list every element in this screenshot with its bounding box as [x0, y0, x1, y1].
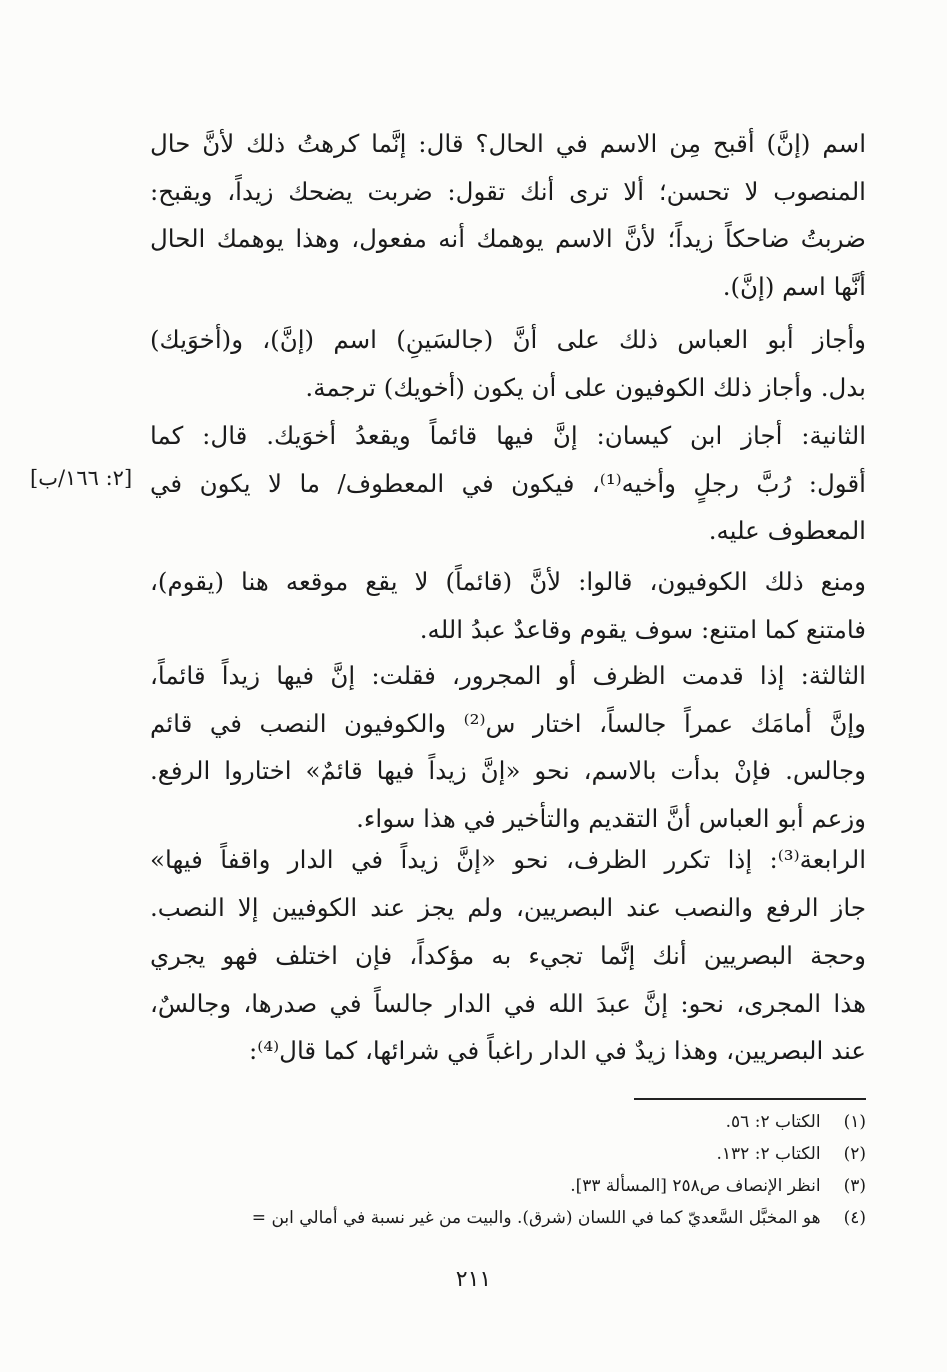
text-line: الرابعة⁽³⁾: إذا تكرر الظرف، نحو «إنَّ زيداً في الدار واقفاً فيها»: [150, 845, 866, 874]
footnote-text: الكتاب ٢: ١٣٢.: [716, 1144, 821, 1164]
footnote-divider: [634, 1098, 866, 1100]
paragraph-3: [150, 412, 866, 555]
text-line: فامتنع كما امتنع: سوف يقوم وقاعدٌ عبدُ الله.: [419, 614, 866, 644]
text-line: وإنَّ أمامَك عمراً جالساً، اختار س⁽²⁾ والكوفيون النصب في قائم: [150, 708, 866, 738]
paragraph-7: [150, 932, 866, 1075]
text-line: وزعم أبو العباس أنَّ التقديم والتأخير في هذا سواء.: [356, 803, 866, 833]
text-line: المنصوب لا تحسن؛ ألا ترى أنك تقول: ضربت يضحك زيداً، ويقبح:: [150, 176, 866, 206]
footnote-item: [150, 1106, 866, 1138]
footnote-item: [150, 1138, 866, 1170]
footnote-number: (٤): [843, 1208, 866, 1228]
text-line: وحجة البصريين أنك إنَّما تجيء به مؤكداً، فإن اختلف فهو يجري: [150, 941, 866, 970]
text-line: الثالثة: إذا قدمت الظرف أو المجرور، فقلت: إنَّ فيها زيداً قائماً،: [150, 661, 866, 690]
paragraph-6: [150, 836, 866, 931]
margin-reference: [٢: ١٦٦/ب]: [30, 466, 133, 490]
text-line: ومنع ذلك الكوفيون، قالوا: لأنَّ (قائماً) لا يقع موقعه هنا (يقوم)،: [150, 567, 866, 596]
text-line: الثانية: أجاز ابن كيسان: إنَّ فيها قائماً ويقعدُ أخوَيك. قال: كما: [150, 421, 866, 450]
footnote-number: (١): [843, 1112, 866, 1132]
text-line: جاز الرفع والنصب عند البصريين، ولم يجز عند الكوفيين إلا النصب.: [150, 892, 866, 922]
text-line: أقول: رُبَّ رجلٍ وأخيه⁽¹⁾، فيكون في المعطوف/ ما لا يكون في: [150, 468, 866, 498]
page-number: ٢١١: [455, 1267, 492, 1292]
paragraph-5: [150, 652, 866, 842]
text-line: عند البصريين، وهذا زيدٌ في الدار راغباً في شرائها، كما قال⁽⁴⁾:: [249, 1036, 866, 1065]
footnote-number: (٣): [843, 1176, 866, 1196]
footnote-item: [150, 1202, 866, 1234]
footnote-text: الكتاب ٢: ٥٦.: [725, 1112, 821, 1132]
paragraph-4: [150, 558, 866, 653]
footnote-text: هو المخبَّل السَّعديّ كما في اللسان (شرق). والبيت من غير نسبة في أمالي ابن =: [251, 1208, 821, 1228]
footnotes: [150, 1106, 866, 1234]
text-line: وأجاز أبو العباس ذلك على أنَّ (جالسَينِ) اسم (إنَّ)، و(أخوَيك): [150, 325, 866, 354]
text-line: أنَّها اسم (إنَّ).: [722, 271, 866, 301]
text-line: هذا المجرى، نحو: إنَّ عبدَ الله في الدار جالساً في صدرها، وجالسٌ،: [150, 988, 866, 1018]
paragraph-1: [150, 120, 866, 310]
text-line: ضربتُ ضاحكاً زيداً؛ لأنَّ الاسم يوهمك أنه مفعول، وهذا يوهمك الحال: [150, 224, 866, 253]
text-line: المعطوف عليه.: [708, 516, 866, 545]
text-line: وجالس. فإنْ بدأت بالاسم، نحو «إنَّ زيداً فيها قائمٌ» اختاروا الرفع.: [150, 756, 866, 785]
footnote-item: [150, 1170, 866, 1202]
text-line: اسم (إنَّ) أقبح مِن الاسم في الحال؟ قال: إنَّما كرهتُ ذلك لأنَّ حال: [150, 129, 866, 158]
footnote-text: انظر الإنصاف ص٢٥٨ [المسألة ٣٣].: [570, 1176, 821, 1196]
text-line: بدل. وأجاز ذلك الكوفيون على أن يكون (أخويك) ترجمة.: [305, 372, 866, 402]
footnote-number: (٢): [843, 1144, 866, 1164]
paragraph-2: [150, 316, 866, 411]
